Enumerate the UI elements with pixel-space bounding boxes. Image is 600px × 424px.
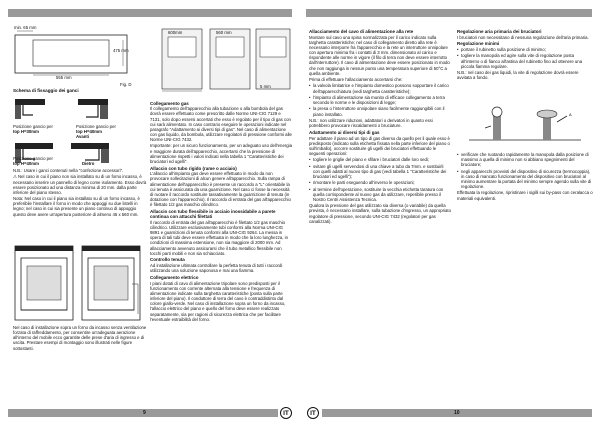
language-badge-right: IT: [307, 407, 319, 419]
gas-connection-column: [150, 99, 292, 323]
list-item: • l'impianto di alimentazione sia munito di efficace collegamento a terra secondo le norme e le disposizioni di legge;: [309, 95, 451, 105]
dim-label-2: 560 mm: [216, 30, 232, 35]
heading-minimum-adjust: Regolazione minimi: [457, 41, 500, 47]
hook-pos1-line2: top H=30mm: [13, 129, 39, 134]
heading-gas-adaptation: Adattamento ai diversi tipi di gas: [309, 129, 380, 135]
heading-mains-connection: Allacciamento del cavo di alimentazione alla rete: [309, 29, 414, 34]
para-nb-liquid-gas: N.B.: nel caso dei gas liquidi, la vite di regolazione dovrà essere avvitata a fondo.: [457, 70, 579, 81]
list-item: • rimontare le parti eseguendo all'inverso le operazioni;: [309, 180, 451, 185]
heading-electrical: Collegamento elettrico: [150, 274, 199, 280]
hook-diagram-2: [76, 95, 112, 123]
hook-pos1-line1: Posizione gancio per: [13, 124, 53, 129]
figure-label: Fig. D: [120, 82, 132, 87]
cutout-diagram: [13, 29, 133, 81]
list-steps: [309, 157, 451, 202]
cabinet-drawing-2: [208, 27, 252, 93]
para-mains-connection: Montare sul cavo una spina normalizzata per il carico indicato sulla targhetta caratteristiche; nel caso di collegamento diretto alla rete è necessario interporre fra l'apparecchio e la rete un interruttore onnipolare con apertura minima fra i contatti di 3 mm. dimensionato al carico e rispondente alle norme in vigore (il filo di terra non deve essere interrotto dall'interruttore). Il cavo di alimentazione deve essere posizionato in modo che non raggiunga in nessun punto una temperatura superiore di 50°C a quella ambiente.: [309, 34, 450, 76]
para-pressure: Qualora la pressione del gas utilizzato sia diversa (o variabile) da quella prevista, è necessario installare, sulla tubazione d'ingresso, un appropriato regolatore di pressione, secondo UNI-CIG 7432 (regolatori per gas canalizzati).: [309, 203, 451, 224]
list-item: • togliere le griglie del piano e sfilare i bruciatori dalle loro sedi;: [309, 157, 451, 162]
para-important: Importante: per un sicuro funzionamento, per un adeguato uso dell'energia e maggiore durata dell'apparecchio, accertarsi che la pressione di alimentazione rispetti i valori indicati nella tabella 1 "Caratteristiche dei bruciatori ed ugelli".: [150, 143, 292, 164]
para-gas-adaptation: Per adattare il piano ad un tipo di gas diverso da quello per il quale esso è predisposto (indicato sulla etichetta fissata nella parte inferiore del piano o sull'imballo), occorre sostituire gli ugelli dei bruciatori effettuando le seguenti operazioni:: [309, 135, 450, 156]
right-col-2: [457, 29, 593, 82]
hook-pos2-line1: Posizione gancio per: [76, 124, 116, 129]
para-primary-air: I bruciatori non necessitano di nessuna regolazione dell'aria primaria.: [457, 34, 589, 40]
svg-text:A: A: [569, 112, 572, 117]
top-bar-left: [8, 9, 292, 17]
hook-diagram-1: [13, 95, 49, 123]
dim-top-label: min. 65 mm: [14, 25, 37, 30]
list-item: • svitare gli ugelli servendosi di una chiave a tubo da 7mm. e sostituirli con quelli adatti al nuovo tipo di gas (vedi tabella 1 "Caratteristiche dei bruciatori ed ugelli");: [309, 164, 451, 179]
list-item: • al termine dell'operazione, sostituire la vecchia etichetta taratura con quella corrispondente al nuovo gas da utilizzare, reperibile presso il Nostro Centri Assistenza Tecnica.: [309, 187, 451, 202]
warning-icon: ⚠: [13, 174, 19, 180]
warning-text: Nel caso in cui il piano non sia installato su di un forno incasso, è necessario inserire un pannello di legno come isolamento. Esso dovrà essere posizionato ad una distanza minima di 20 mm. dalla parte inferiore del piano stesso.: [13, 174, 147, 195]
list-item: • la valvola limitatrice e l'impianto domestico possono sopportare il carico dell'apparecchiatura (vedi targhetta caratteristiche);: [309, 83, 451, 93]
heading-gas-connection: Collegamento gas: [150, 100, 189, 106]
right-col-1: [309, 29, 451, 225]
oven-diagram-left: [13, 244, 75, 322]
dim-bottom-label: 555 mm: [56, 75, 72, 80]
page-number-right: 10: [454, 410, 460, 416]
hook-pos2-line3: Avanti: [76, 134, 89, 139]
warning-panel: [13, 174, 147, 195]
list-item: • negli apparecchi provvisti del dispositivo di sicurezza (termocoppia), in caso di mancato funzionamento del dispositivo con bruciatori al minimo aumentare la portata del minimo sempre agendo sulla vite di regolazione.: [457, 169, 593, 190]
list-item: • portare il rubinetto sulla posizione di minimo;: [457, 47, 593, 52]
oven-diagram-right: [80, 244, 142, 322]
hook-diagram-title: Schema di fissaggio dei ganci: [13, 88, 79, 93]
dim-label-1: 600mm: [168, 30, 183, 35]
hook-pos3-side: Dietro: [82, 161, 95, 166]
para-before-connecting: Prima di effettuare l'allacciamento accertarsi che:: [309, 77, 403, 83]
list-item: • verificare che ruotando rapidamente la manopola dalla posizione di massimo a quella di minimo non si abbiano spegnimenti del bruciatore;: [457, 152, 593, 167]
para-electrical: I piani dotati di cavo di alimentazione tripolare sono predisposti per il funzionamento con corrente alternata alla tensione e frequenza di alimentazione indicate sulla targhetta caratteristiche (posta sulla parte inferiore del piano). Il conduttore di terra del cavo è contraddistinto dal colore giallo-verde. Nel caso di installazione sopra un forno da incasso, l'allaccio elettrico del piano e quello del forno deve essere realizzato separatamente, sia per ragioni di sicurezza elettrica che per facilitare l'eventuale estraibilità del forno.: [150, 280, 286, 322]
heading-seal-check: Controllo tenuta: [150, 257, 185, 263]
language-badge-left: IT: [280, 407, 292, 419]
hook-pos2-line2: top H=40mm: [76, 129, 102, 134]
left-notes: [13, 168, 147, 218]
top-bar-right: [306, 9, 592, 17]
note-oven: Nota: Nel caso in cui il piano sia installato su di un forno incasso, è preferibile l'installare il forno in modo che appoggi su due listelli in legno; nel caso in cui sia presente un piano continuo di appoggio questo deve avere un'apertura posteriore di almeno 45 x 560 mm.: [13, 196, 140, 217]
para-rigid-pipe: L'allaccio all'impianto gas deve essere effettuato in modo da non provocare sollecitazioni di alcun genere all'apparecchio. Sulla rampa di alimentazione dell'apparecchio è presente un raccordo a "L" orientabile la cui tenuta è assicurata da una guarnizione. Nel caso ci fosse la necessità di ruotare il raccordo sostituire tassativamente la guarnizione di tenuta (in dotazione con l'apparecchio). Il raccordo di entrata del gas all'apparecchio è filettato 1/2 gas maschio cilindrico.: [150, 171, 291, 208]
para-seals: Effettuata la regolazione, ripristinare i sigilli sui by-pass con ceralacca o materiali equivalenti.: [457, 190, 593, 201]
para-seal-check: Ad installazione ultimata controllare la perfetta tenuta di tutti i raccordi utilizzando una soluzione saponosa e mai una fiamma.: [150, 263, 283, 274]
knob-adjustment-diagram: [463, 100, 587, 148]
page-number-left: 9: [143, 410, 146, 416]
cabinet-drawing-1: [160, 27, 204, 93]
right-col-2-lower: [457, 152, 593, 202]
list-item: • la presa o l'interruttore onnipolare siano facilmente raggiungibili con il piano installato.: [309, 106, 451, 116]
list-item: • togliere la manopola ed agire sulla vite di regolazione posta all'interno o di fianco all'astina del rubinetto fino ad ottenere una piccola fiamma regolare.: [457, 53, 593, 68]
heading-flexible-pipe: Allaccio con tubo flessibile in acciaio inossidabile a parete continua con attacchi filettati: [150, 208, 276, 220]
hook-pos3-line2: top H=40mm: [13, 161, 39, 166]
list-checks: [309, 83, 451, 116]
para-nb-adapters: N.B.: non utilizzare riduzioni, adattatori o derivatori in quanto essi potrebbero provocare riscaldamenti o bruciature.: [309, 117, 433, 129]
heading-primary-air: Regolazione aria primaria dei bruciatori: [457, 29, 542, 34]
dim-label-3: 5 mm: [260, 84, 271, 89]
note-accessories: N.B.: Usare i ganci contenuti nella "confezione accessori".: [13, 168, 124, 173]
para-flexible-pipe: Il raccordo di entrata del gas all'apparecchio è filettato 1/2 gas maschio cilindrico. Utilizzare esclusivamente tubi conformi alla Norma UNI-CIG 9891 e guarnizioni di tenuta conformi alla UNI-CIG 9264. La messa in opera di tali tubi deve essere effettuata in modo che la loro lunghezza, in condizioni di massima estensione, non sia maggiore di 2000 mm. Ad allacciamento avvenuto assicurarsi che il tubo metallico flessibile non tocchi parti mobili e non sia schiacciato.: [150, 219, 288, 256]
dim-right-label: 475 mm: [113, 48, 129, 53]
heading-rigid-pipe: Allaccio con tubo rigido (rame o acciaio): [150, 165, 237, 171]
para-gas-connection: Il collegamento dell'apparecchio alla tubazione o alla bombola del gas dovrà essere effettuato come prescritto dalle Norme UNI-CIG 7129 e 7131, solo dopo essersi accertati che esso è regolato per il tipo di gas con cui sarà alimentato. In caso contrario eseguire le operazioni indicate nel paragrafo "Adattamento ai diversi tipi di gas". Nel caso di alimentazione con gas liquido, da bombola, utilizzare regolatori di pressione conformi alle Norme UNI-CIG 7432.: [150, 106, 292, 143]
left-bottom-text: Nel caso di installazione sopra un forno da incasso senza ventilazione forzata di raffreddamento, per consentire un'adeguata aerazione all'interno del mobile ecco garantite delle prese d'aria di ingresso e di uscita. Prestare esempi di montaggio sono illustrati nelle figure sottostanti.: [13, 325, 147, 351]
hook-pos3-line1: Posizione gancio per: [13, 156, 53, 161]
